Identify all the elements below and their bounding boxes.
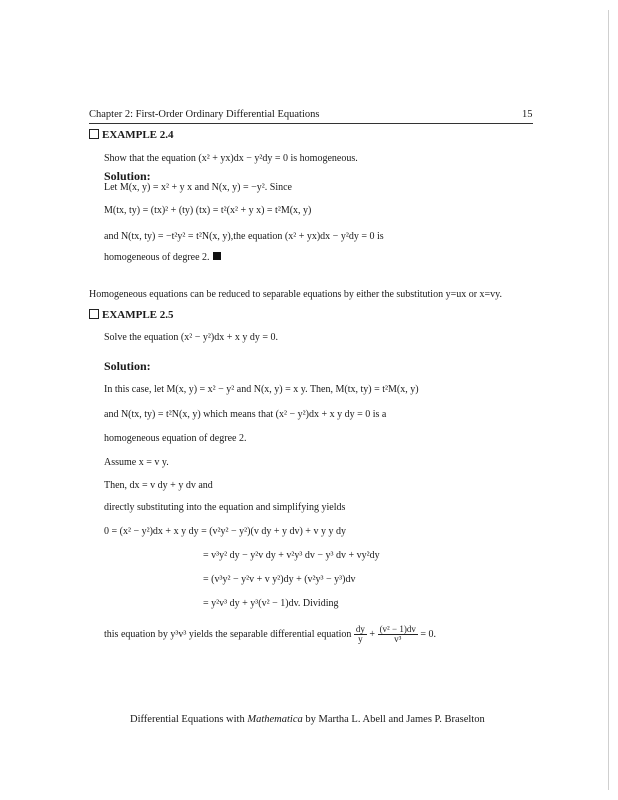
chapter-header: Chapter 2: First-Order Ordinary Differential Equations [89, 109, 320, 120]
checkbox-icon [89, 129, 99, 139]
fraction: $\frac{dy}{y}$ [355, 624, 365, 644]
solution-line-end: homogeneous of degree 2. [104, 252, 221, 263]
solution-line: homogeneous equation of degree 2. [104, 433, 247, 444]
equation-line: = y²v³ dy + y³(v² − 1)dv. Dividing [203, 598, 339, 609]
page-number: 15 [522, 109, 533, 120]
example-2-5-heading: EXAMPLE 2.5 [89, 309, 174, 321]
intro-sentence: Homogeneous equations can be reduced to separable equations by either the substitution y=ux or x=vy. [89, 289, 503, 300]
solution-line: M(tx, ty) = (tx)² + (ty) (tx) = t²(x² + y x) = t²M(x, y) [104, 205, 312, 216]
solution-line: and N(tx, ty) = −t²y² = t²N(x, y),the equation (x² + yx)dx − y²dy = 0 is [104, 231, 384, 242]
page-footer: Differential Equations with Mathematica by Martha L. Abell and James P. Braselton [130, 714, 485, 725]
solution-line: Then, dx = v dy + y dv and [104, 480, 213, 491]
solution-label: Solution: [104, 359, 151, 373]
checkbox-icon [89, 309, 99, 319]
separable-equation-line: this equation by y³v³ yields the separable differential equation $\frac{dy}{y}$ + $\frac{\text{(v² − 1)dv}}{\text{v³}}$ = 0. [104, 624, 436, 644]
solution-line: and N(tx, ty) = t²N(x, y) which means that (x² − y²)dx + x y dy = 0 is a [104, 409, 387, 420]
solution-label: Solution: [104, 169, 151, 183]
example-2-4-prompt: Show that the equation (x² + yx)dx − y²dy = 0 is homogeneous. [104, 153, 358, 164]
equation-line: = v³y² dy − y²v dy + v²y³ dv − y³ dv + vy²dy [203, 550, 380, 561]
page-edge-line [608, 10, 609, 790]
fraction: $\frac{\text{(v² − 1)dv}}{\text{v³}}$ [379, 624, 416, 644]
equation-line: = (v³y² − y²v + v y²)dy + (v²y³ − y³)dv [203, 574, 356, 585]
example-2-4-heading: EXAMPLE 2.4 [89, 129, 174, 141]
solution-line: directly substituting into the equation and simplifying yields [104, 502, 346, 513]
solution-line: In this case, let M(x, y) = x² − y² and N(x, y) = x y. Then, M(tx, ty) = t²M(x, y) [104, 384, 419, 395]
example-2-5-prompt: Solve the equation (x² − y²)dx + x y dy = 0. [104, 332, 279, 343]
end-of-proof-icon [213, 252, 221, 260]
solution-line: Assume x = v y. [104, 457, 169, 468]
equation-line: 0 = (x² − y²)dx + x y dy = (v²y² − y²)(v dy + y dv) + v y y dy [104, 526, 346, 537]
header-rule [89, 123, 533, 124]
solution-line: Let M(x, y) = x² + y x and N(x, y) = −y². Since [104, 182, 292, 193]
